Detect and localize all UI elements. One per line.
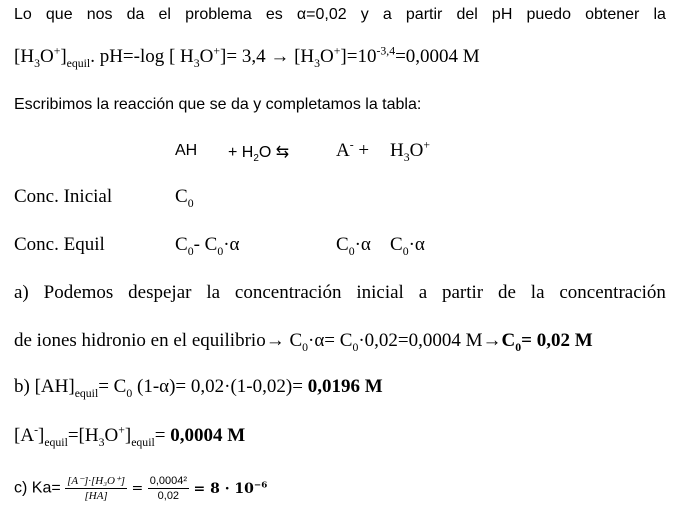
text-fragment: A [336, 140, 350, 161]
text-fragment: C [390, 234, 403, 255]
row-initial-c0 [175, 186, 194, 208]
text-fragment: ·α [223, 234, 240, 255]
text-fragment: (1-α)= 0,02·(1-0,02)= [132, 376, 308, 397]
reaction-ah: AH [175, 142, 198, 159]
subscript: 0 [217, 244, 224, 258]
row-equil-a [336, 234, 371, 256]
word: α=0,02 [296, 6, 347, 23]
text-fragment: O [409, 140, 424, 161]
text-fragment: ]=10 [340, 46, 377, 67]
word: a [382, 6, 392, 23]
text-fragment: ·α [354, 234, 371, 255]
word: la [530, 282, 545, 303]
subscript: 0 [302, 340, 309, 354]
superscript: + [423, 138, 430, 152]
text-fragment: ] [60, 46, 67, 67]
text-fragment: O ⇆ [258, 144, 290, 161]
ka-label: c) Ka= [14, 479, 61, 497]
text-fragment: - C [193, 234, 218, 255]
word: puedo [526, 6, 571, 23]
word: obtener [585, 6, 640, 23]
text-fragment: O [199, 46, 214, 67]
superscript: - [34, 423, 38, 437]
bold-fragment: C [501, 330, 516, 351]
subscript: equil [74, 386, 99, 400]
word: inicial [356, 282, 404, 303]
word: de [498, 282, 516, 303]
text-fragment: =[H [67, 425, 99, 446]
text-fragment: C [175, 186, 188, 207]
word: problema [185, 6, 252, 23]
reaction-h2o [228, 142, 290, 165]
word: que [45, 6, 73, 23]
word: a) [14, 282, 29, 303]
superscript: + [53, 44, 61, 58]
text-fragment: O [104, 425, 119, 446]
part-a-line-2 [14, 330, 593, 352]
text-fragment: ] [37, 425, 45, 446]
text-fragment: H [390, 140, 404, 161]
word: pH [491, 6, 513, 23]
ka-fraction-numeric [148, 474, 189, 503]
word: del [456, 6, 478, 23]
subscript: 0 [187, 244, 194, 258]
text-fragment: de iones hidronio en el equilibrio→ C [14, 330, 303, 351]
word: a [418, 282, 428, 303]
subscript: 0 [402, 244, 409, 258]
word: el [158, 6, 171, 23]
fraction-denominator: [HA] [84, 490, 108, 502]
part-c-line [14, 474, 267, 503]
part-a-line-1 [14, 282, 666, 304]
subscript: 3 [403, 150, 410, 164]
text-fragment: + [353, 140, 370, 161]
word: partir [441, 282, 484, 303]
subscript: 3 [34, 56, 40, 70]
row-initial-label: Conc. Inicial [14, 186, 113, 207]
text-fragment: ·α= C [308, 330, 353, 351]
row-equil-h3o [390, 234, 425, 256]
word: la [206, 282, 221, 303]
word: despejar [128, 282, 192, 303]
text-fragment: C [336, 234, 349, 255]
word: concentración [234, 282, 342, 303]
word: la [653, 6, 666, 23]
text-fragment: [H [14, 46, 35, 67]
word: partir [405, 6, 443, 23]
text-fragment: [A [14, 425, 35, 446]
superscript: −6 [253, 479, 268, 490]
word: concentración [559, 282, 666, 303]
subscript: 3 [314, 56, 321, 70]
subscript: 0 [352, 340, 359, 354]
intro-line-3: Escribimos la reacción que se da y completamos la tabla: [14, 96, 422, 113]
intro-line-1 [14, 6, 666, 24]
text-fragment: O [320, 46, 334, 67]
text-fragment: C [175, 234, 188, 255]
part-b-line [14, 376, 383, 398]
subscript: 2 [253, 153, 259, 165]
word: nos [86, 6, 113, 23]
superscript: - [349, 138, 354, 152]
subscript: 0 [348, 244, 355, 258]
text-fragment: . pH=-log [ H [90, 46, 194, 67]
subscript: equil [44, 435, 68, 449]
fraction-numerator: [A⁻]·[H₃O⁺] [67, 475, 126, 487]
subscript: equil [131, 435, 155, 449]
text-fragment: = [154, 425, 171, 446]
text-fragment: = C [98, 376, 127, 397]
superscript: + [333, 44, 341, 58]
subscript: 0 [515, 340, 522, 354]
bold-fragment: = 0,02 M [521, 330, 593, 351]
word: Lo [14, 6, 32, 23]
subscript: 3 [98, 435, 105, 449]
superscript: + [213, 44, 221, 58]
text-fragment: ·0,02=0,0004 M→ [358, 330, 502, 351]
word: es [265, 6, 283, 23]
word: Podemos [43, 282, 114, 303]
text-fragment: O [39, 46, 54, 67]
text-fragment: ] [124, 425, 132, 446]
word: y [360, 6, 369, 23]
text-fragment: = 8 · 10 [193, 480, 254, 497]
part-b2-line [14, 425, 245, 447]
text-fragment: =0,0004 M [395, 46, 480, 67]
superscript: + [118, 423, 125, 437]
ka-fraction-symbolic [65, 474, 127, 503]
reaction-h3o [390, 140, 430, 162]
row-equil-ah [175, 234, 240, 256]
text-fragment: ]= 3,4 → [H [220, 46, 315, 67]
subscript: equil [66, 56, 91, 70]
fraction-numerator: 0,0004² [149, 475, 188, 487]
superscript: -3,4 [376, 44, 396, 58]
equals-sign: = [131, 480, 144, 497]
subscript: 0 [126, 386, 133, 400]
word: da [126, 6, 145, 23]
text-fragment: + H [228, 144, 254, 161]
bold-fragment: 0,0004 M [170, 425, 246, 446]
intro-line-2 [14, 46, 480, 68]
ka-result [193, 481, 267, 497]
reaction-a-minus [336, 140, 369, 162]
subscript: 0 [187, 196, 194, 210]
row-equil-label: Conc. Equil [14, 234, 105, 255]
subscript: 3 [193, 56, 200, 70]
bold-fragment: 0,0196 M [307, 376, 383, 397]
text-fragment: ·α [408, 234, 425, 255]
text-fragment: b) [AH] [14, 376, 75, 397]
fraction-denominator: 0,02 [157, 490, 180, 502]
